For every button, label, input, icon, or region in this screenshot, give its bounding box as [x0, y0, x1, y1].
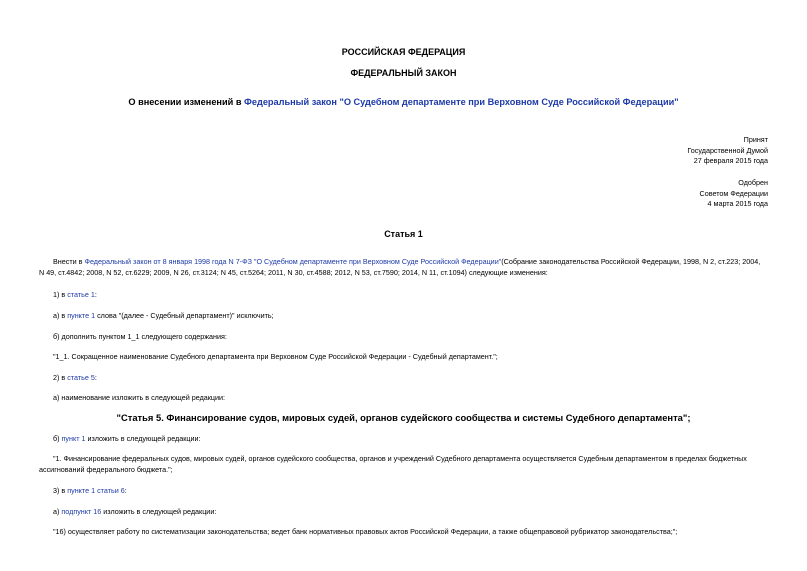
- item-3a-suffix: изложить в следующей редакции:: [101, 507, 217, 516]
- item-2b-quote-line-1: "1. Финансирование федеральных судов, мировых судей, органов судейского сообщества, органов и учреждений Судебного департамента осуществляется Судебным департаментом в пределах бюджетных: [53, 454, 747, 463]
- item-3a-prefix: а): [53, 507, 62, 516]
- item-2a: а) наименование изложить в следующей редакции:: [53, 393, 226, 402]
- item-2b: [39, 434, 768, 445]
- item-3-link[interactable]: пункте 1 статьи 6: [67, 486, 125, 495]
- approved-label: Одобрен: [738, 178, 768, 187]
- item-2b-suffix: изложить в следующей редакции:: [85, 434, 201, 443]
- item-3-prefix: 3) в: [53, 486, 68, 495]
- item-2b-quote: [39, 454, 768, 475]
- approval-block: [700, 178, 768, 210]
- item-2: [39, 373, 768, 384]
- law-title: [0, 97, 807, 107]
- item-3: [39, 486, 768, 497]
- item-2b-quote-line-2: ассигнований федерального бюджета.";: [39, 464, 173, 474]
- country-heading: РОССИЙСКАЯ ФЕДЕРАЦИЯ: [341, 47, 466, 57]
- item-1a-prefix: а) в: [53, 311, 68, 320]
- law-title-link[interactable]: Федеральный закон "О Судебном департаменте при Верховном Суде Российской Федерации": [244, 97, 679, 107]
- article-1-heading: Статья 1: [384, 229, 423, 239]
- item-1a-suffix: слова "(далее - Судебный департамент)" исключить;: [95, 311, 274, 320]
- item-1b-quote: "1_1. Сокращенное наименование Судебного департамента при Верховном Суде Российской Федерации - Судебный департамент.";: [53, 352, 498, 361]
- item-2-prefix: 2) в: [53, 373, 68, 382]
- intro-line-2: N 49, ст.4842; 2008, N 52, ст.6229; 2009, N 26, ст.3124; N 45, ст.5264; 2011, N 30, ст.4588; 2012, N 53, ст.7590; 2014, N 11, ст.1094) следующие изменения:: [39, 267, 548, 277]
- article-5-new-title: "Статья 5. Финансирование судов, мировых судей, органов судейского сообщества и системы Судебного департамента";: [116, 412, 691, 423]
- adoption-block: [687, 135, 768, 167]
- doc-type-heading: ФЕДЕРАЛЬНЫЙ ЗАКОН: [350, 68, 457, 78]
- item-1a-link[interactable]: пункте 1: [67, 311, 96, 320]
- item-1b: б) дополнить пунктом 1_1 следующего содержания:: [53, 332, 227, 341]
- item-2-suffix: :: [94, 373, 97, 382]
- intro-law-link[interactable]: Федеральный закон от 8 января 1998 года N 7-ФЗ "О Судебном департаменте при Верховном Суде Российской Федерации": [84, 257, 502, 266]
- item-1: [39, 290, 768, 301]
- law-title-prefix: О внесении изменений в: [128, 97, 245, 107]
- item-1a: [39, 311, 768, 322]
- intro-rest: (Собрание законодательства Российской Федерации, 1998, N 2, ст.223; 2004,: [501, 257, 761, 266]
- intro-prefix: Внести в: [53, 257, 85, 266]
- item-2-link[interactable]: статье 5: [67, 373, 95, 382]
- item-3a-link[interactable]: подпункт 16: [61, 507, 102, 516]
- accepted-date: 27 февраля 2015 года: [693, 156, 768, 165]
- item-1-suffix: :: [94, 290, 97, 299]
- accepted-by: Государственной Думой: [687, 145, 768, 155]
- item-2b-prefix: б): [53, 434, 62, 443]
- item-2b-link[interactable]: пункт 1: [61, 434, 86, 443]
- item-1-prefix: 1) в: [53, 290, 68, 299]
- intro-line-1: [39, 257, 768, 268]
- item-3a-quote: "16) осуществляет работу по систематизации законодательства; ведет банк нормативных правовых актов Российской Федерации, а также общеправовой рубрикатор законодательства;";: [53, 527, 678, 536]
- intro-paragraph: [39, 257, 768, 278]
- approved-by: Советом Федерации: [699, 188, 768, 198]
- accepted-label: Принят: [743, 135, 768, 144]
- item-3a: [39, 507, 768, 518]
- approved-date: 4 марта 2015 года: [707, 199, 768, 208]
- item-1-link[interactable]: статье 1: [67, 290, 95, 299]
- item-3-suffix: :: [124, 486, 127, 495]
